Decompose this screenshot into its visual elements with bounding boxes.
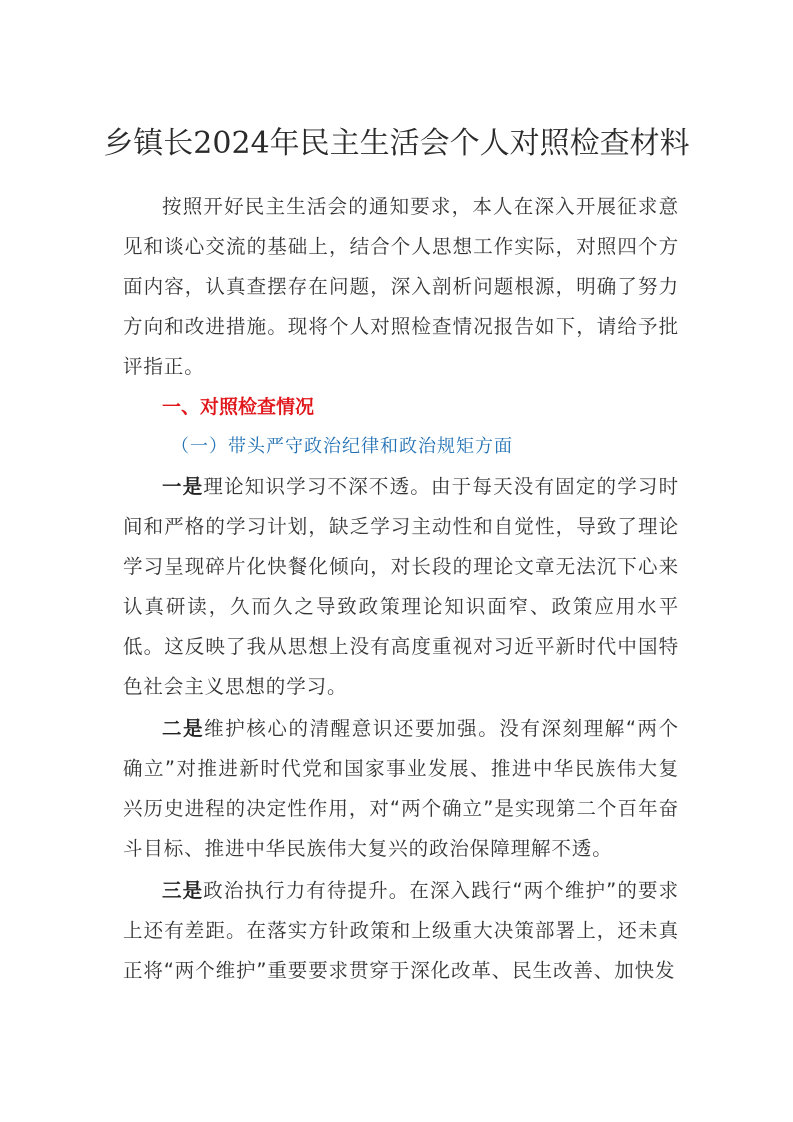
document-body [123, 187, 679, 991]
intro-paragraph: 按照开好民主生活会的通知要求，本人在深入开展征求意见和谈心交流的基础上，结合个人思想工作实际，对照四个方面内容，认真查摆存在问题，深入剖析问题根源，明确了努力方向和改进措施。现将个人对照检查情况报告如下，请给予批评指正。 [123, 195, 679, 378]
point-lead: 三是 [162, 879, 204, 902]
point-text: 政治执行力有待提升。在深入践行“两个维护”的要求上还有差距。在落实方针政策和上级重大决策部署上，还未真正将“两个维护”重要要求贯穿于深化改革、民生改善、加快发 [123, 879, 679, 982]
point-paragraph-3 [123, 871, 679, 991]
point-paragraph-1 [123, 467, 679, 707]
subsection-heading: （一）带头严守政治纪律和政治规矩方面 [171, 436, 513, 457]
point-text: 维护核心的清醒意识还要加强。没有深刻理解“两个确立”对推进新时代党和国家事业发展、推进中华民族伟大复兴历史进程的决定性作用，对“两个确立”是实现第二个百年奋斗目标、推进中华民族伟大复兴的政治保障理解不透。 [123, 717, 679, 860]
section-heading: 一、对照检查情况 [162, 396, 315, 418]
point-lead: 二是 [162, 717, 205, 740]
point-paragraph-2 [123, 709, 679, 869]
point-lead: 一是 [162, 475, 204, 498]
point-text: 理论知识学习不深不透。由于每天没有固定的学习时间和严格的学习计划，缺乏学习主动性和自觉性，导致了理论学习呈现碎片化快餐化倾向，对长段的理论文章无法沉下心来认真研读，久而久之导致政策理论知识面窄、政策应用水平低。这反映了我从思想上没有高度重视对习近平新时代中国特色社会主义思想的学习。 [123, 475, 679, 698]
document-title: 乡镇长2024年民主生活会个人对照检查材料 [103, 126, 690, 161]
